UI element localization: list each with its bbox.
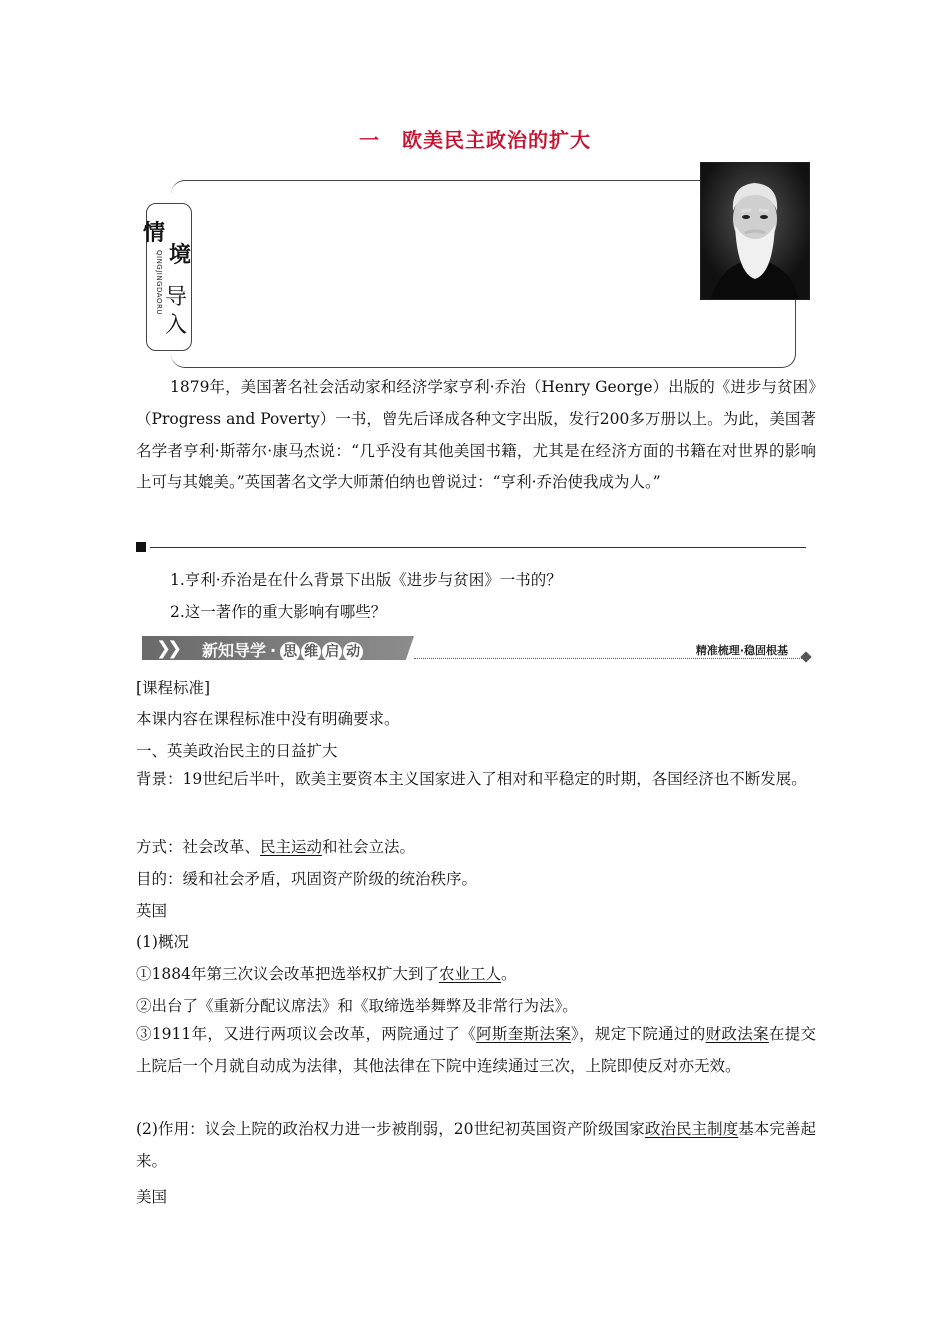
diamond-icon (800, 651, 811, 662)
heading-1: 一、英美政治民主的日益扩大 (136, 742, 338, 760)
title-text: 欧美民主政治的扩大 (402, 128, 591, 152)
question-2: 2.这一著作的重大影响有哪些？ (170, 603, 387, 621)
badge-char-4: 入 (165, 313, 188, 338)
bearded-man-portrait-icon (701, 163, 809, 299)
us-heading: 美国 (136, 1188, 168, 1206)
portrait-image (700, 162, 810, 300)
page-title (0, 124, 950, 153)
purpose-text: 目的：缓和社会矛盾，巩固资产阶级的统治秩序。 (136, 870, 478, 888)
square-bullet-icon (136, 542, 146, 552)
standard-label: [课程标准] (136, 679, 211, 697)
underlined-term: 民主运动 (260, 838, 323, 856)
intro-badge (143, 203, 192, 351)
underlined-term: 农业工人 (438, 965, 501, 983)
section-divider (136, 540, 806, 554)
banner-label: 新知导学 · 思 维 启 动 (202, 638, 364, 662)
badge-char-2: 境 (169, 243, 192, 268)
background-text: 背景：19世纪后半叶，欧美主要资本主义国家进入了相对和平稳定的时期，各国经济也不断发展。 (136, 770, 807, 788)
intro-paragraph: 1879年，美国著名社会活动家和经济学家亨利·乔治（Henry George）出版的《进步与贫困》（Progress and Poverty）一书，曾先后译成各种文字出版，发行200多万册以上。为此，美国著名学者亨利·斯蒂尔·康马杰说：“几乎没有其他美国书籍，尤其是在经济方面的书籍在对世界的影响上可与其媲美。”英国著名文学大师萧伯纳也曾说过：“亨利·乔治使我成为人。” (136, 378, 816, 492)
badge-char-3: 导 (165, 285, 188, 310)
method-text: 方式：社会改革、民主运动和社会立法。 (136, 838, 416, 856)
item-2: ②出台了《重新分配议席法》和《取缔选举舞弊及非常行为法》。 (136, 997, 578, 1015)
badge-char-1: 情 (143, 221, 166, 246)
standard-text: 本课内容在课程标准中没有明确要求。 (136, 710, 400, 728)
title-number: 一 (359, 128, 380, 152)
underlined-term: 财政法案 (705, 1025, 769, 1043)
uk-heading: 英国 (136, 902, 168, 920)
underlined-term: 阿斯奎斯法案 (476, 1025, 572, 1043)
badge-pinyin: QINGJINGDAORU (155, 250, 163, 315)
effect-text: (2)作用：议会上院的政治权力进一步被削弱，20世纪初英国资产阶级国家政治民主制度基本完善起来。 (136, 1120, 816, 1170)
item-3: ③1911年，又进行两项议会改革，两院通过了《阿斯奎斯法案》，规定下院通过的财政法案在提交上院后一个月就自动成为法律，其他法律在下院中连续通过三次，上院即使反对亦无效。 (136, 1025, 816, 1075)
question-1: 1.亨利·乔治是在什么背景下出版《进步与贫困》一书的？ (170, 571, 562, 589)
overview-heading: (1)概况 (136, 933, 189, 951)
underlined-term: 政治民主制度 (644, 1120, 739, 1138)
item-1: ①1884年第三次议会改革把选举权扩大到了农业工人。 (136, 965, 517, 983)
section-banner (142, 636, 812, 662)
double-chevron-icon: ❯❯ (156, 638, 179, 659)
banner-tag: 精准梳理·稳固根基 (695, 644, 788, 657)
